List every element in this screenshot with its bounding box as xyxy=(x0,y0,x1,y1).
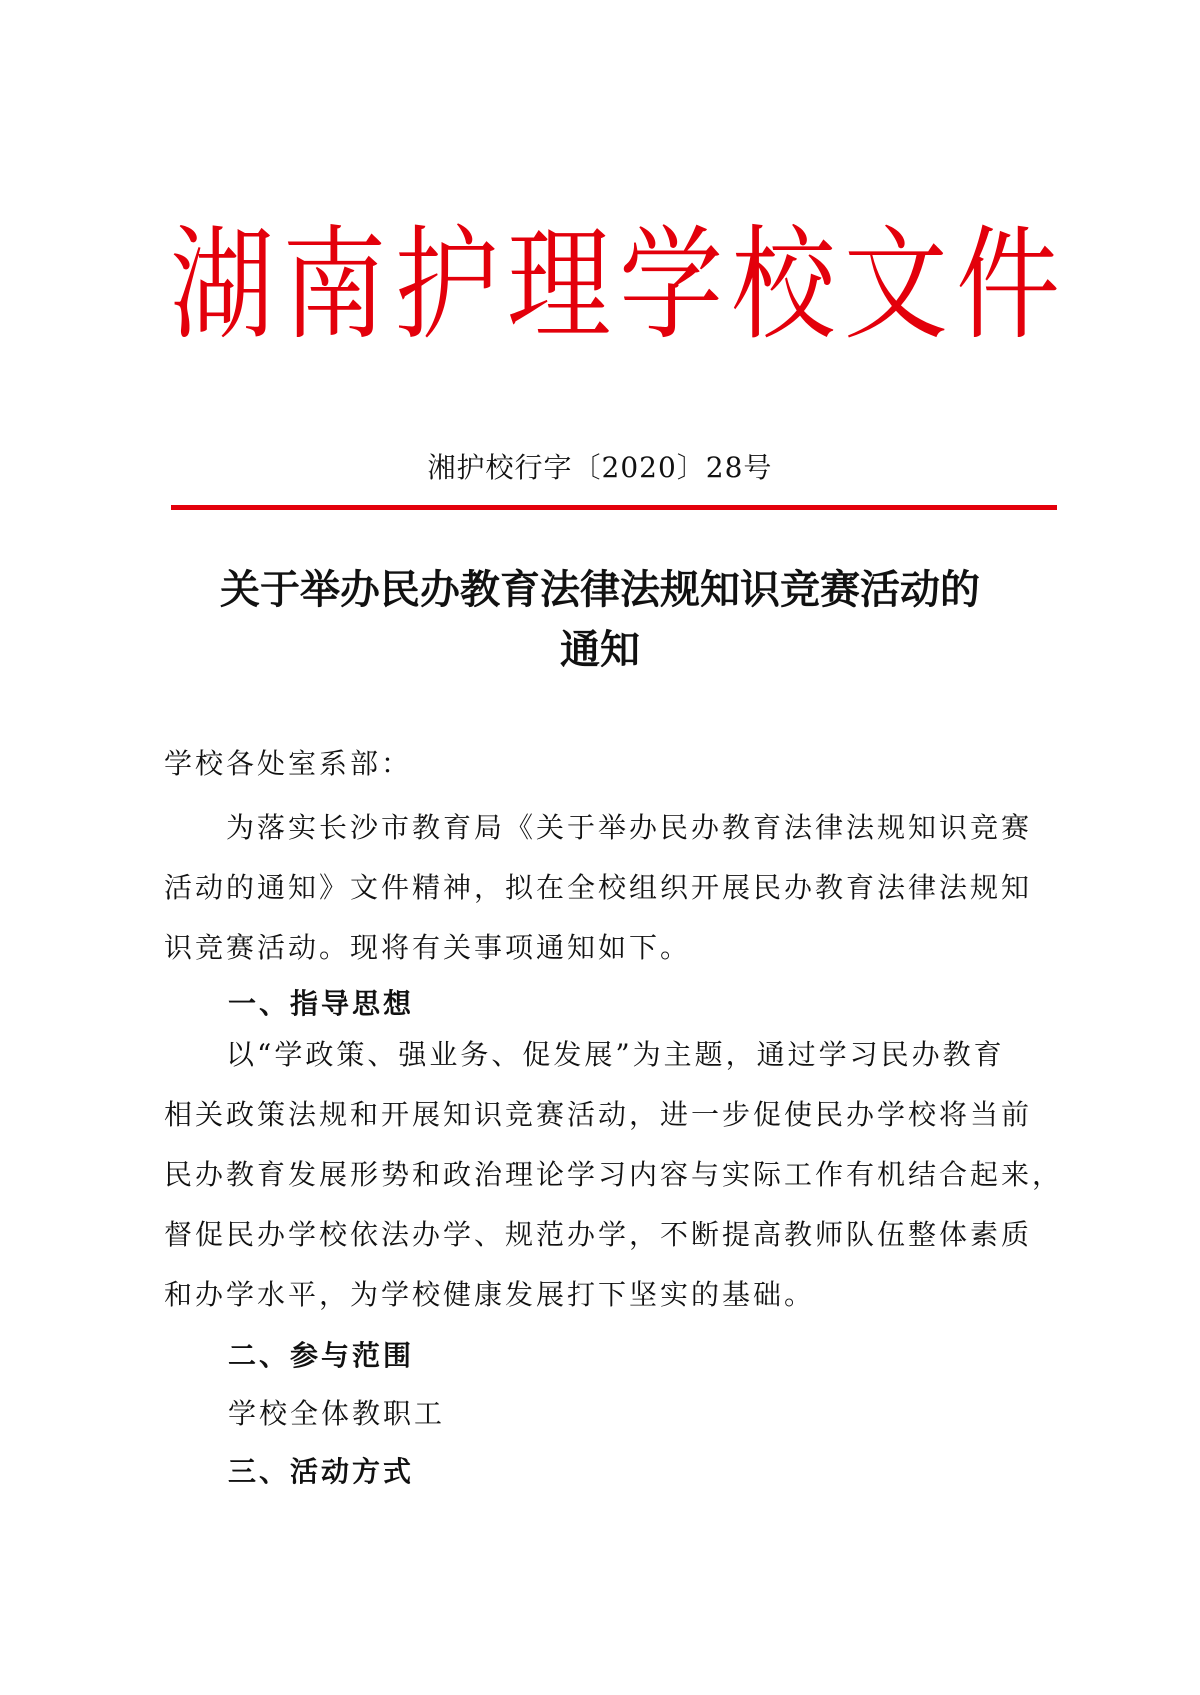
header-char: 件 xyxy=(955,213,1060,357)
section-heading: 三、活动方式 xyxy=(228,1455,415,1488)
header-divider xyxy=(171,505,1057,510)
paragraph-line: 相关政策法规和开展知识竞赛活动，进一步促使民办学校将当前 xyxy=(164,1098,1033,1131)
paragraph-line: 督促民办学校依法办学、规范办学，不断提高教师队伍整体素质 xyxy=(164,1218,1033,1251)
header-char: 校 xyxy=(731,213,836,357)
header-char: 文 xyxy=(843,213,948,357)
header-char: 理 xyxy=(506,213,611,357)
section-heading: 一、指导思想 xyxy=(228,987,415,1020)
document-number: 湘护校行字〔2020〕28号 xyxy=(427,451,773,484)
title-line: 关于举办民办教育法律法规知识竞赛活动的 xyxy=(220,567,980,613)
paragraph-line: 识竞赛活动。现将有关事项通知如下。 xyxy=(164,931,692,964)
document-title xyxy=(150,560,1050,680)
paragraph-line: 民办教育发展形势和政治理论学习内容与实际工作有机结合起来， xyxy=(164,1158,1064,1191)
document-header-title xyxy=(170,202,1060,367)
intro-paragraph xyxy=(164,798,1069,978)
title-line: 通知 xyxy=(560,627,640,673)
paragraph-line: 为落实长沙市教育局《关于举办民办教育法律法规知识竞赛 xyxy=(226,811,1033,844)
paragraph-line: 活动的通知》文件精神，拟在全校组织开展民办教育法律法规知 xyxy=(164,871,1033,904)
header-char: 湖 xyxy=(170,213,275,357)
paragraph-line: 和办学水平，为学校健康发展打下坚实的基础。 xyxy=(164,1278,816,1311)
paragraph-line: 以“学政策、强业务、促发展”为主题，通过学习民办教育 xyxy=(226,1038,1005,1071)
header-char: 学 xyxy=(619,213,724,357)
header-char: 护 xyxy=(394,213,499,357)
participants-text: 学校全体教职工 xyxy=(228,1397,446,1430)
header-char: 南 xyxy=(282,213,387,357)
addressee: 学校各处室系部： xyxy=(164,747,413,780)
guidance-paragraph xyxy=(164,1025,1069,1325)
section-heading: 二、参与范围 xyxy=(228,1339,415,1372)
